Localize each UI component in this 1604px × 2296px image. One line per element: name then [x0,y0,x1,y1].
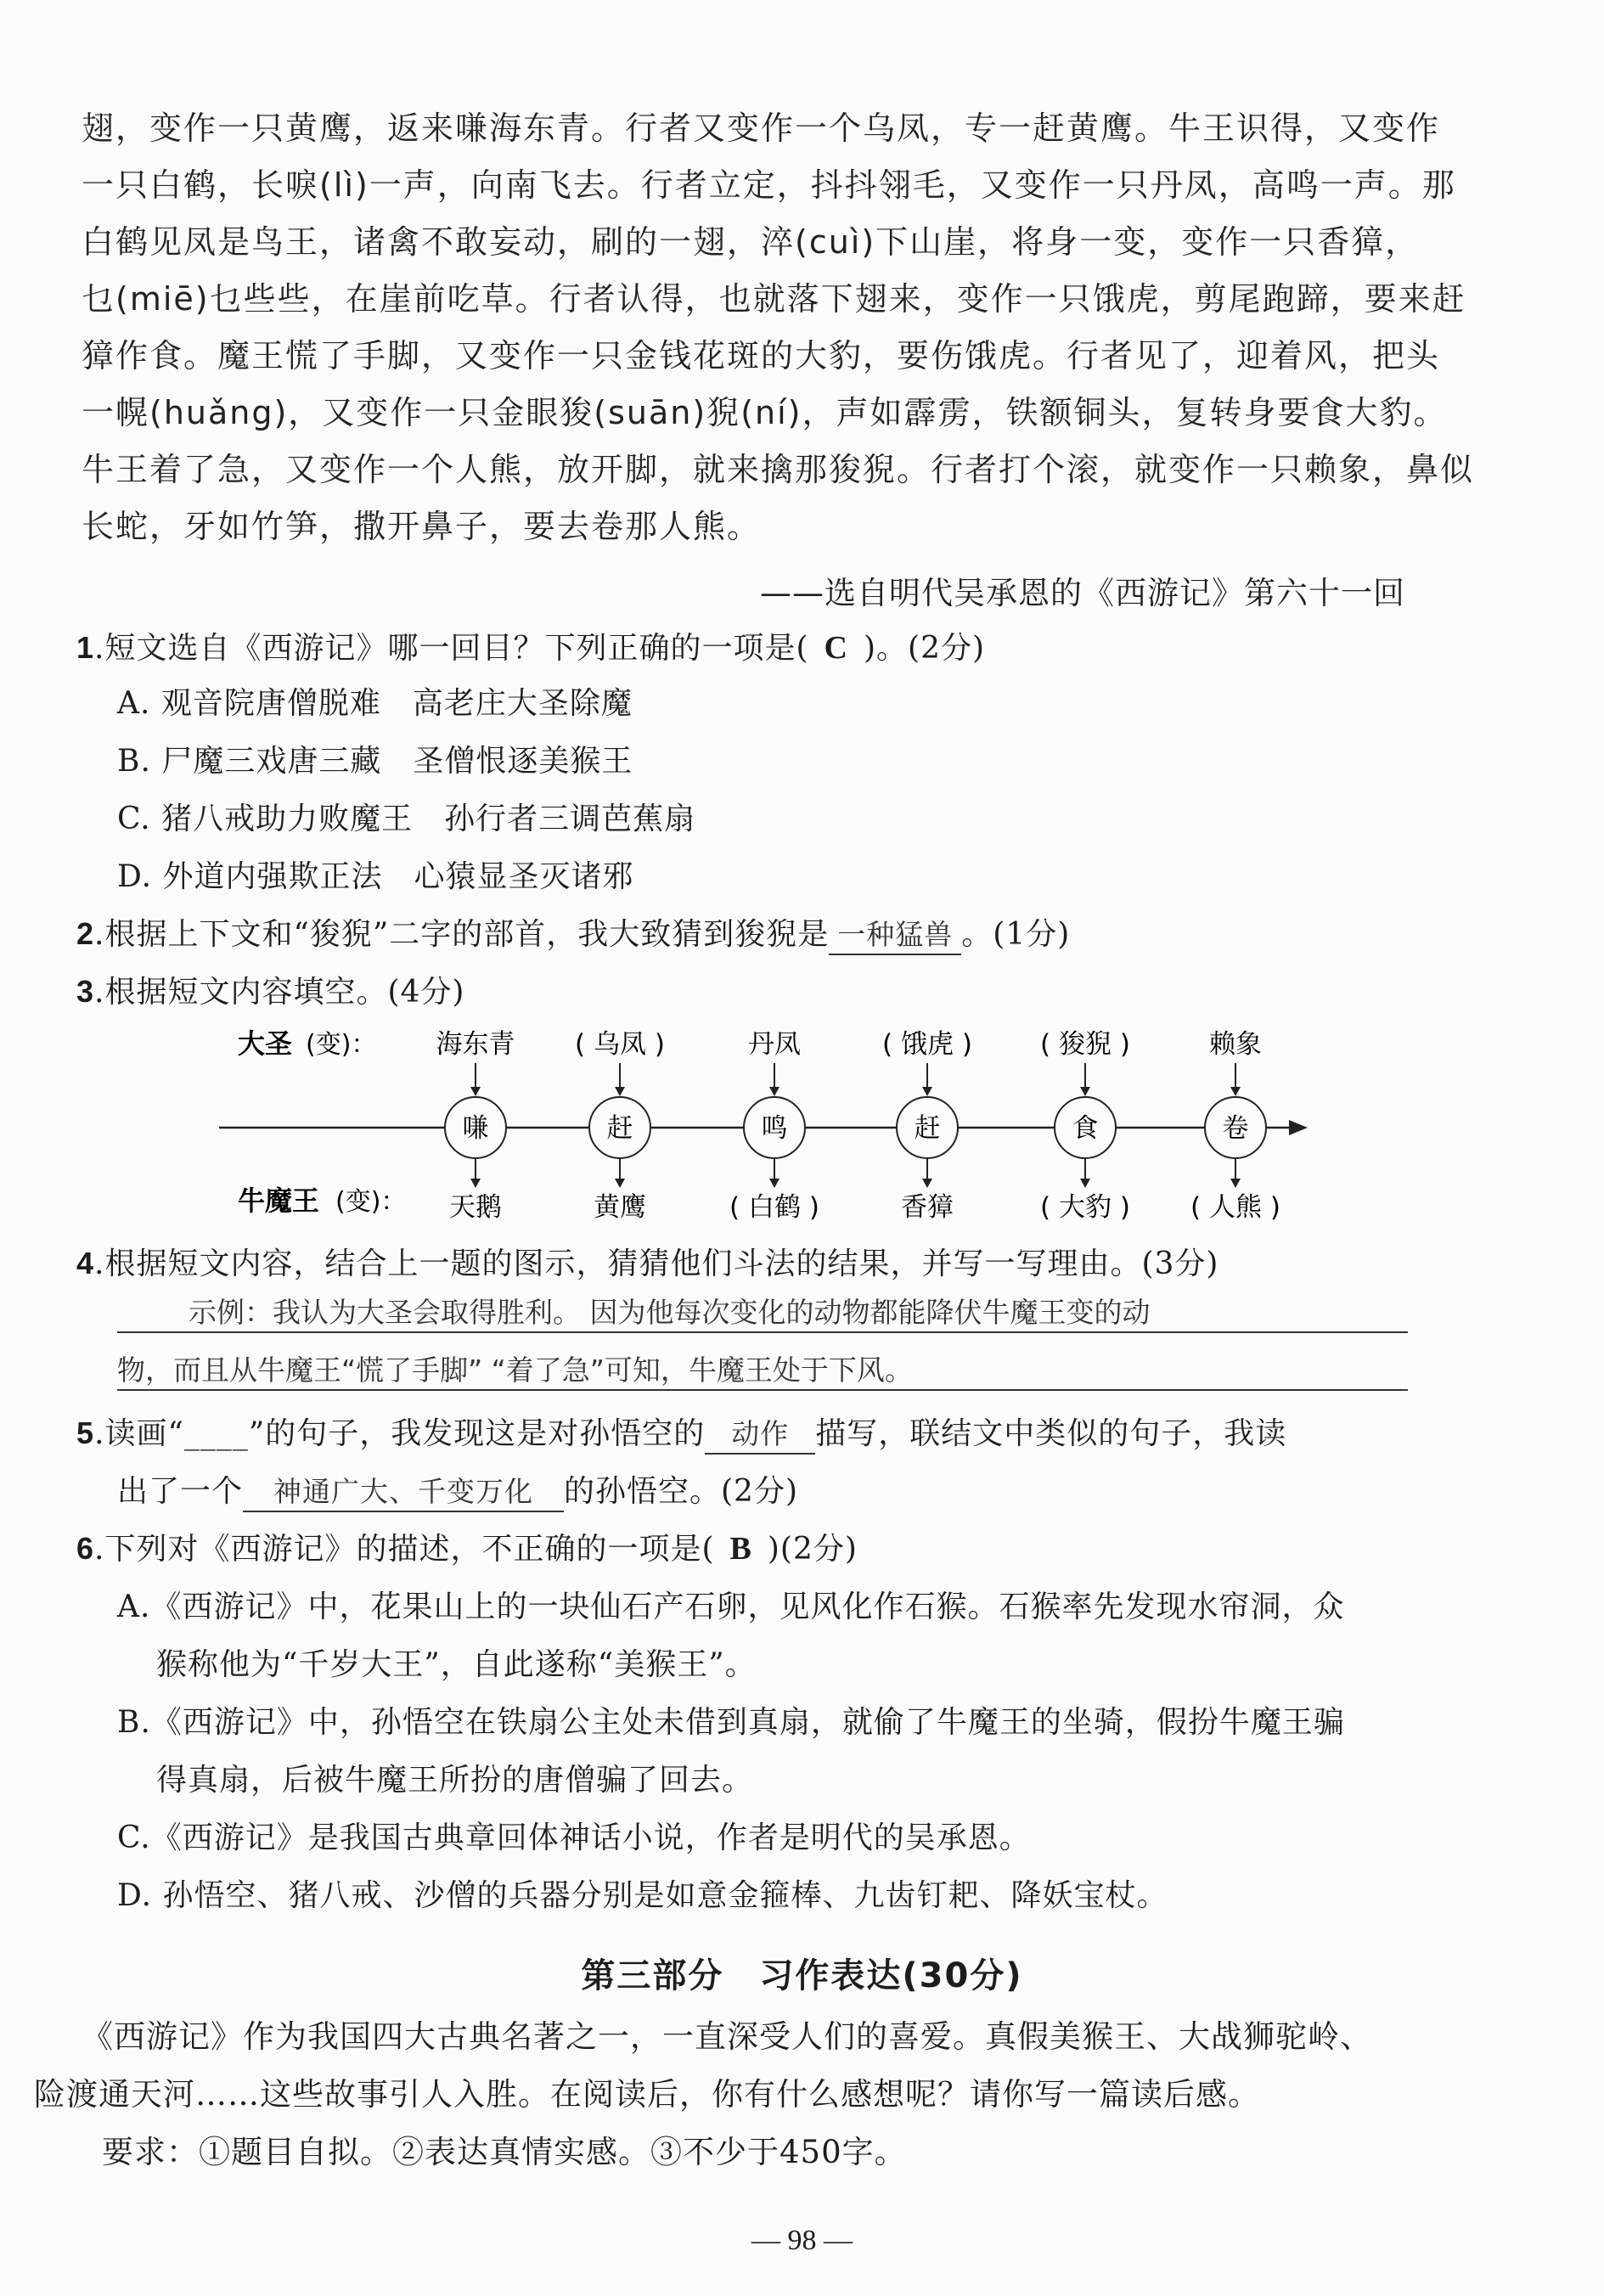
question-text: 根据短文内容填空。(4分) [104,975,465,1010]
handwritten-answer: 动作 [705,1415,815,1455]
question-number: 1 [76,630,95,665]
bottom-item: ( 大豹 ) [1040,1192,1130,1223]
bottom-item: ( 白鹤 ) [729,1192,819,1223]
top-item: 海东青 [436,1029,515,1060]
question-text: 出了一个 [117,1474,244,1509]
passage-line: 白鹤见凤是鸟王，诸禽不敢妄动，刷的一翅，淬(cuì)下山崖，将身一变，变作一只香獐， [82,223,1420,261]
handwritten-answer: 神通广大、千变万化 [243,1473,564,1512]
passage-line: 一只白鹤，长唳(lì)一声，向南飞去。行者立定，抖抖翎毛，又变作一只丹凤，高鸣一声。那 [82,166,1456,204]
bottom-item: ( 人熊 ) [1190,1192,1280,1223]
option-c: C. 猪八戒助力败魔王 孙行者三调芭蕉扇 [117,802,696,836]
handwritten-answer-line-2 [117,1348,1408,1391]
question-number: 2 [76,916,95,951]
passage-line: 乜(miē)乜些些，在崖前吃草。行者认得，也就落下翅来，变作一只饿虎，剪尾跑蹄，要来赶 [82,280,1466,318]
option-b-continued: 得真扇，后被牛魔王所扮的唐僧骗了回去。 [156,1763,754,1798]
top-item: 丹凤 [748,1029,801,1060]
prompt-paragraph-line-1: 《西游记》作为我国四大古典名著之一，一直深受人们的喜爱。真假美猴王、大战狮驼岭、 [82,2018,1372,2055]
down-arrow-head [922,1179,932,1188]
action-text: 卷 [1222,1113,1249,1144]
down-arrow-head [1080,1087,1090,1096]
top-item: ( 狻猊 ) [1040,1029,1130,1060]
question-number: 4 [76,1246,95,1280]
down-arrow-head [922,1087,932,1096]
passage-source: ——选自明代吴承恩的《西游记》第六十一回 [760,575,1405,611]
down-arrow-head [769,1087,779,1096]
top-item: ( 乌凤 ) [575,1029,665,1060]
bottom-label-suffix: (变)： [335,1187,407,1217]
prompt-paragraph-line-2: 险渡通天河……这些故事引人入胜。在阅读后，你有什么感想呢？请你写一篇读后感。 [34,2076,1260,2113]
question-3: 3.根据短文内容填空。(4分) [76,974,465,1010]
top-label-text: 大圣 [238,1027,293,1060]
passage-line: 牛王着了急，又变作一个人熊，放开脚，就来擒那狻猊。行者打个滚，就变作一只赖象，鼻似 [82,451,1475,488]
option-d: D. 外道内强欺正法 心猿显圣灭诸邪 [117,859,634,894]
question-score: )。(2分) [863,631,986,666]
action-text: 嗛 [462,1113,489,1144]
question-5-continued [117,1467,798,1512]
requirements: 要求：①题目自拟。②表达真情实感。③不少于450字。 [102,2134,907,2170]
option-d: D. 孙悟空、猪八戒、沙僧的兵器分别是如意金箍棒、九齿钉耙、降妖宝杖。 [117,1878,1168,1913]
question-6: 6.下列对《西游记》的描述，不正确的一项是( B )(2分) [76,1531,858,1567]
question-text: 读画“____”的句子，我发现这是对孙悟空的 [104,1416,706,1451]
question-text: 描写，联结文中类似的句子，我读 [815,1416,1287,1451]
down-arrow-head [470,1087,481,1096]
bottom-label-text: 牛魔王 [238,1185,320,1217]
answer-text: 示例：我认为大圣会取得胜利。 因为他每次变化的动物都能降伏牛魔王变的动 [189,1296,1151,1329]
page-number: — 98 — [751,2225,853,2256]
top-label-suffix: (变)： [306,1030,377,1060]
question-text: 下列对《西游记》的描述，不正确的一项是( [104,1532,715,1567]
question-text: 短文选自《西游记》哪一回目？下列正确的一项是( [104,631,809,666]
passage-line: 獐作食。魔王慌了手脚，又变作一只金钱花斑的大豹，要伤饿虎。行者见了，迎着风，把头 [82,337,1441,374]
question-4: 4.根据短文内容，结合上一题的图示，猜猜他们斗法的结果，并写一写理由。(3分) [76,1246,1219,1281]
option-a-continued: 猴称他为“千岁大王”，自此遂称“美猴王”。 [156,1647,757,1682]
bottom-item: 黄鹰 [594,1192,646,1223]
passage-line: 一幌(huǎng)，又变作一只金眼狻(suān)猊(ní)，声如霹雳，铁额铜头，复转身要食大豹。 [82,394,1448,431]
handwritten-answer: 一种猛兽 [829,916,961,955]
section-title: 第三部分 习作表达(30分) [581,1956,1023,1995]
question-2: 2.根据上下文和“狻猊”二字的部首，我大致猜到狻猊是 一种猛兽 。(1分) [76,910,1070,955]
question-score: )(2分) [767,1532,858,1567]
question-5: 5.读画“____”的句子，我发现这是对孙悟空的 动作 描写，联结文中类似的句子，我读 [76,1410,1286,1455]
passage-line: 长蛇，牙如竹笋，撒开鼻子，要去卷那人熊。 [82,508,762,545]
question-text: 的孙悟空。(2分) [564,1474,799,1509]
top-item: ( 饿虎 ) [882,1029,972,1060]
bottom-row-label [238,1185,406,1217]
transformation-diagram [0,1019,1604,1240]
question-number: 5 [76,1415,95,1450]
down-arrow-head [769,1179,779,1188]
question-text: 根据短文内容，结合上一题的图示，猜猜他们斗法的结果，并写一写理由。(3分) [104,1246,1219,1281]
down-arrow-head [1080,1179,1090,1188]
action-text: 赶 [606,1113,633,1144]
option-a: A. 观音院唐僧脱难 高老庄大圣除魔 [117,686,633,721]
down-arrow-head [1230,1179,1241,1188]
bottom-item: 天鹅 [449,1192,502,1223]
option-c: C.《西游记》是我国古典章回体神话小说，作者是明代的吴承恩。 [117,1820,1031,1855]
handwritten-answer-line-1 [117,1291,1408,1333]
action-text: 食 [1072,1113,1099,1144]
down-arrow-head [615,1179,625,1188]
question-text: 根据上下文和“狻猊”二字的部首，我大致猜到狻猊是 [104,917,830,952]
question-score: 。(1分) [961,917,1071,952]
answer-choice: C [824,630,848,666]
option-b: B. 尸魔三戏唐三藏 圣僧恨逐美猴王 [117,744,633,779]
reading-passage [82,100,1475,555]
down-arrow-head [470,1179,481,1188]
action-text: 鸣 [761,1113,788,1144]
question-number: 3 [76,974,95,1009]
down-arrow-head [615,1087,625,1096]
action-text: 赶 [914,1113,941,1144]
answer-text: 物，而且从牛魔王“慌了手脚” “着了急”可知，牛魔王处于下风。 [117,1353,913,1387]
option-b: B.《西游记》中，孙悟空在铁扇公主处未借到真扇，就偷了牛魔王的坐骑，假扮牛魔王骗 [117,1705,1345,1740]
option-a: A.《西游记》中，花果山上的一块仙石产石卵，见风化作石猴。石猴率先发现水帘洞，众 [117,1590,1345,1624]
passage-line: 翅，变作一只黄鹰，返来嗛海东青。行者又变作一个乌凤，专一赶黄鹰。牛王识得，又变作 [82,110,1441,147]
timeline-arrowhead [1289,1120,1308,1135]
top-row-label [238,1027,376,1060]
bottom-item: 香獐 [901,1192,954,1223]
question-1: 1.短文选自《西游记》哪一回目？下列正确的一项是( C )。(2分) [76,630,986,666]
answer-choice: B [729,1531,752,1567]
top-item: 赖象 [1209,1029,1262,1060]
question-number: 6 [76,1531,95,1566]
down-arrow-head [1230,1087,1241,1096]
